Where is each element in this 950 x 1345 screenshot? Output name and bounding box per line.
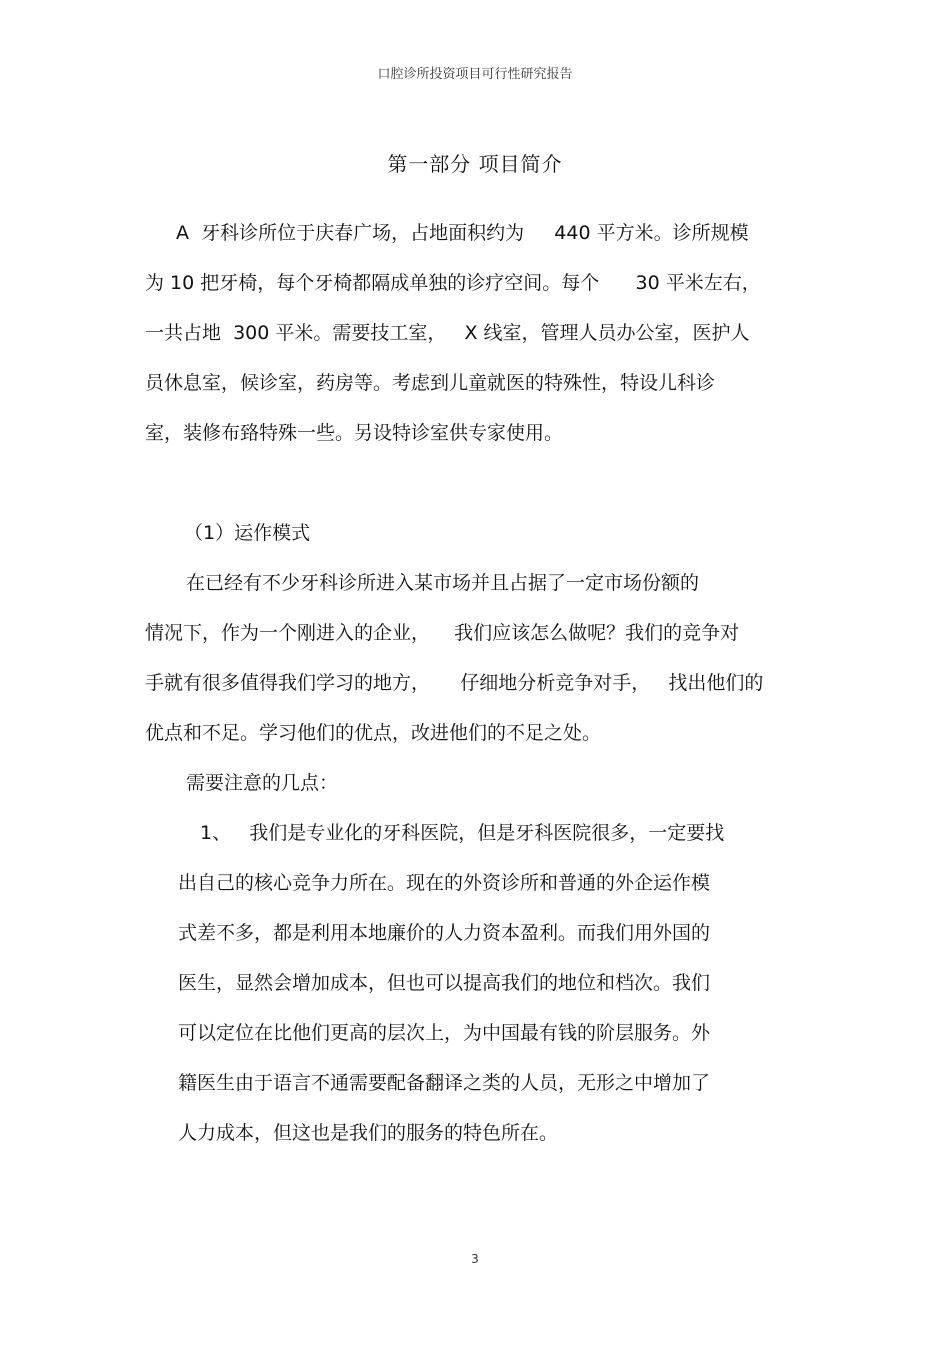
text-line: 人力成本，但这也是我们的服务的特色所在。 (178, 1122, 559, 1144)
notes-heading: 需要注意的几点： (186, 772, 339, 794)
text-line: 情况下，作为一个刚进入的企业， 我们应该怎么做呢？我们的竞争对 (145, 622, 740, 644)
text-line: 1、 我们是专业化的牙科医院，但是牙科医院很多，一定要找 (200, 822, 725, 844)
text-line: 室，装修布臵特殊一些。另设特诊室供专家使用。 (145, 422, 564, 444)
text-line: A 牙科诊所位于庆春广场，占地面积约为 440 平方米。诊所规模 (176, 222, 749, 244)
text-line: 员休息室，候诊室，药房等。考虑到儿童就医的特殊性，特设儿科诊 (145, 372, 716, 394)
text-line: 可以定位在比他们更高的层次上，为中国最有钱的阶层服务。外 (178, 1022, 711, 1044)
text-line: 为 10 把牙椅，每个牙椅都隔成单独的诊疗空间。每个 30 平米左右， (145, 272, 761, 294)
text-line: 优点和不足。学习他们的优点，改进他们的不足之处。 (145, 722, 602, 744)
page-header: 口腔诊所投资项目可行性研究报告 (377, 67, 573, 82)
text-line: 籍医生由于语言不通需要配备翻译之类的人员，无形之中增加了 (178, 1072, 711, 1094)
text-line: 式差不多，都是利用本地廉价的人力资本盈利。而我们用外国的 (178, 922, 711, 944)
text-line: 在已经有不少牙科诊所进入某市场并且占据了一定市场份额的 (186, 572, 700, 594)
subsection-heading: （1）运作模式 (184, 522, 311, 544)
page-number: 3 (471, 1252, 479, 1266)
text-line: 手就有很多值得我们学习的地方， 仔细地分析竞争对手， 找出他们的 (145, 672, 764, 694)
section-title: 第一部分 项目简介 (387, 152, 563, 176)
text-line: 出自己的核心竞争力所在。现在的外资诊所和普通的外企运作模 (178, 872, 711, 894)
text-line: 一共占地 300 平米。需要技工室， X 线室，管理人员办公室，医护人 (145, 322, 750, 344)
text-line: 医生，显然会增加成本，但也可以提高我们的地位和档次。我们 (178, 972, 711, 994)
